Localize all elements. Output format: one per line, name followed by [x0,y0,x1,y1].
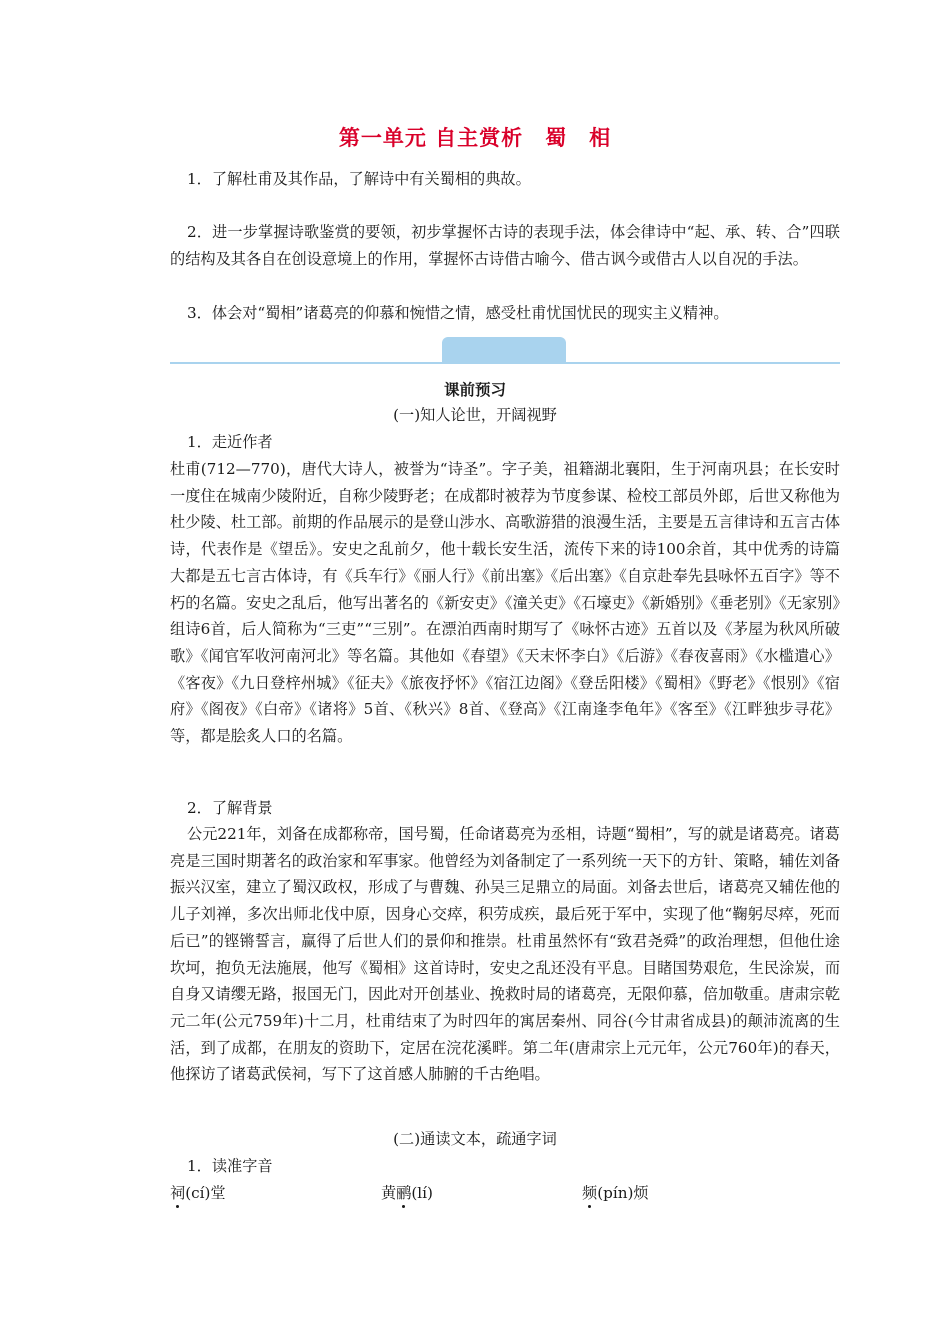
page-title [0,122,950,152]
author-text: 杜甫(712—770)，唐代大诗人，被誉为“诗圣”。字子美，祖籍湖北襄阳，生于河南巩县；在长安时一度住在城南少陵附近，自称少陵野老；在成都时被荐为节度参谋、检校工部员外郎，后世又称他为杜少陵、杜工部。前期的作品展示的是登山涉水、高歌游猎的浪漫生活，主要是五言律诗和五言古体诗，代表作是《望岳》。安史之乱前夕，他十载长安生活，流传下来的诗100余首，其中优秀的诗篇大都是五七言古体诗，有《兵车行》《丽人行》《前出塞》《后出塞》《自京赴奉先县咏怀五百字》等不朽的名篇。安史之乱后，他写出著名的《新安吏》《潼关吏》《石壕吏》《新婚别》《垂老别》《无家别》组诗6首，后人简称为“三吏”“三别”。在漂泊西南时期写了《咏怀古迹》五首以及《茅屋为秋风所破歌》《闻官军收河南河北》等名篇。其他如《春望》《天末怀李白》《后游》《春夜喜雨》《水槛遣心》《客夜》《九日登梓州城》《征夫》《旅夜抒怀》《宿江边阁》《登岳阳楼》《蜀相》《野老》《恨别》《宿府》《阁夜》《白帝》《诸将》5首、《秋兴》8首、《登高》《江南逢李龟年》《客至》《江畔独步寻花》等，都是脍炙人口的名篇。 [170,460,840,746]
preview-heading: 课前预习 [443,381,506,399]
part2-title: (二)通读文本，疏通字词 [393,1130,557,1148]
item2-title: 2．了解背景 [187,799,273,817]
emphasis-dot [402,1205,405,1208]
emphasis-dot [588,1205,591,1208]
pinyin-item: 黄鹂(lí) [381,1184,433,1202]
item1-title: 1．走近作者 [187,433,273,451]
goal-3: 3．体会对“蜀相”诸葛亮的仰慕和惋惜之情，感受杜甫忧国忧民的现实主义精神。 [187,304,729,322]
goal-2: 2．进一步掌握诗歌鉴赏的要领，初步掌握怀古诗的表现手法，体会律诗中“起、承、转、合”四联的结构及其各自在创设意境上的作用，掌握怀古诗借古喻今、借古讽今或借古人以自况的手法。 [170,223,840,268]
title-left: 第一单元 自主赏析 [338,126,524,150]
emphasis-dot [176,1205,179,1208]
background-text: 公元221年，刘备在成都称帝，国号蜀，任命诸葛亮为丞相，诗题“蜀相”，写的就是诸葛亮。诸葛亮是三国时期著名的政治家和军事家。他曾经为刘备制定了一系列统一天下的方针、策略，辅佐刘备振兴汉室，建立了蜀汉政权，形成了与曹魏、孙吴三足鼎立的局面。刘备去世后，诸葛亮又辅佐他的儿子刘禅，多次出师北伐中原，因身心交瘁，积劳成疾，最后死于军中，实现了他“鞠躬尽瘁，死而后已”的铿锵誓言，赢得了后世人们的景仰和推崇。杜甫虽然怀有“致君尧舜”的政治理想，但他仕途坎坷，抱负无法施展，他写《蜀相》这首诗时，安史之乱还没有平息。目睹国势艰危，生民涂炭，而自身又请缨无路，报国无门，因此对开创基业、挽救时局的诸葛亮，无限仰慕，倍加敬重。唐肃宗乾元二年(公元759年)十二月，杜甫结束了为时四年的寓居秦州、同谷(今甘肃省成县)的颠沛流离的生活，到了成都，在朋友的资助下，定居在浣花溪畔。第二年(唐肃宗上元元年，公元760年)的春天，他探访了诸葛武侯祠，写下了这首感人肺腑的千古绝唱。 [170,825,840,1084]
pinyin-item: 祠(cí)堂 [170,1184,226,1202]
section-tab [442,337,566,362]
pinyin-item: 频(pín)烦 [582,1184,649,1202]
title-right: 蜀 相 [545,126,612,150]
section-divider [170,362,840,364]
item3-title: 1．读准字音 [187,1157,273,1175]
goal-1: 1．了解杜甫及其作品，了解诗中有关蜀相的典故。 [187,170,531,188]
part1-title: (一)知人论世，开阔视野 [393,406,557,424]
